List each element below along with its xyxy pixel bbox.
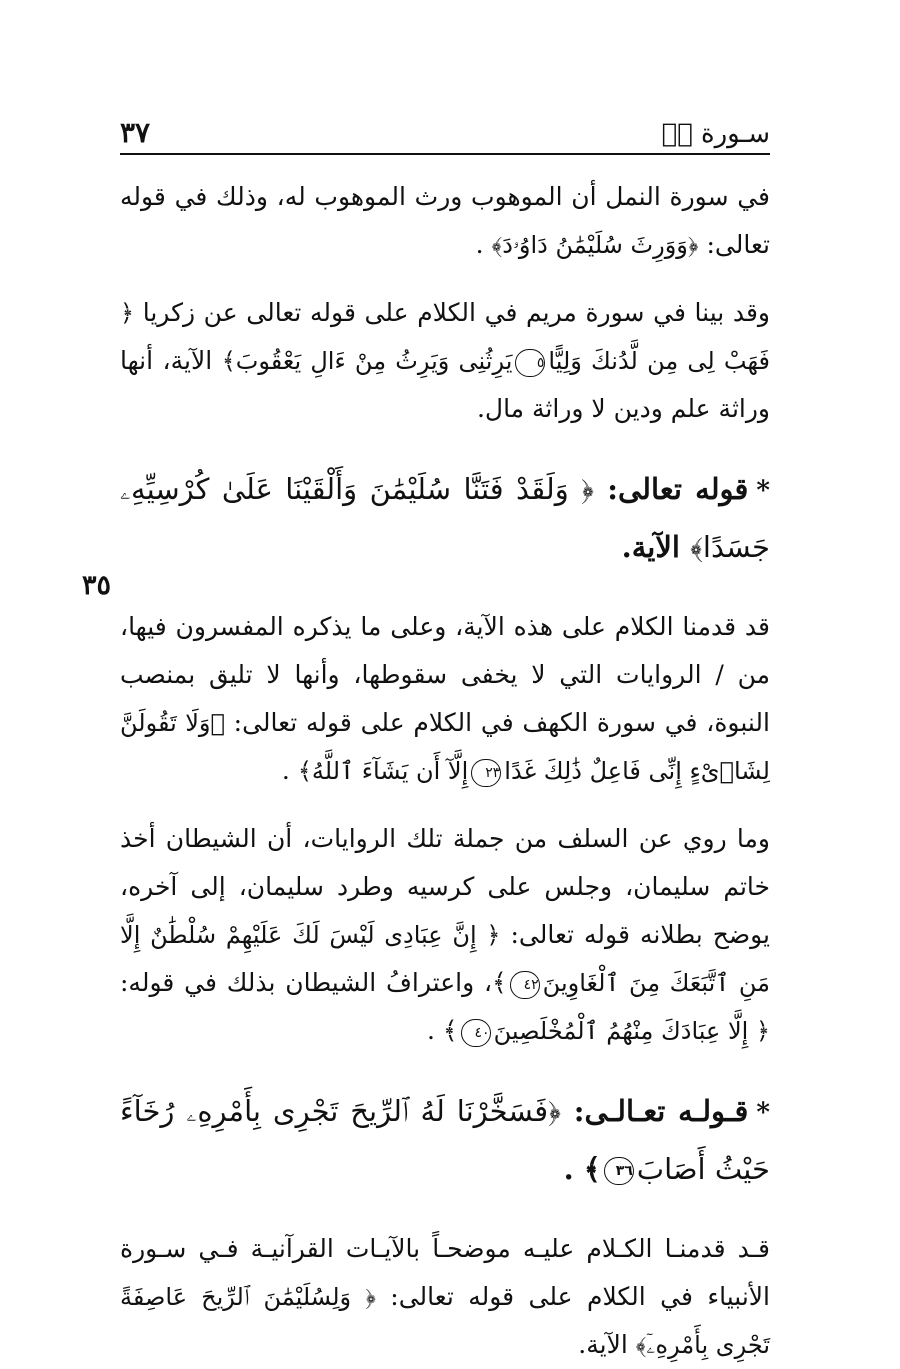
- paragraph-1: [120, 173, 770, 269]
- punctuation: ﴾ .: [427, 1016, 458, 1045]
- margin-page-marker: ٣٥: [82, 570, 112, 601]
- verse-number-marker: ٣٦: [604, 1157, 634, 1185]
- paragraph-text: وما روي عن السلف من جملة تلك الروايات، أن الشيطان أخذ خاتم سليمان، وجلس على كرسيه وطرد سليمان، إلى آخره، يوضح بطلانه قوله تعالى:: [120, 824, 770, 949]
- paragraph-text: ﴾، واعترافُ الشيطان بذلك في قوله:: [120, 968, 507, 997]
- quran-verse: ﴿ إِنَّ عِبَادِى لَيْسَ لَكَ عَلَيْهِمْ سُلْطَٰنٌ إِلَّا مَنِ ٱتَّبَعَكَ مِنَ ٱلْغَاوِينَ: [120, 921, 770, 997]
- section-heading-2: [120, 1083, 770, 1197]
- verse-number-marker: ٢٣: [471, 759, 501, 787]
- quran-verse: ﴿ فَهَبْ لِى مِن لَّدُنكَ وَلِيًّا: [120, 299, 770, 375]
- paragraph-text: الآية، أنها وراثة علم ودين لا وراثة مال.: [120, 346, 770, 423]
- paragraph-2: [120, 289, 770, 433]
- section-heading-1: [120, 461, 770, 575]
- paragraph-4: [120, 815, 770, 1055]
- quran-verse: ﴿ إِلَّا عِبَادَكَ مِنْهُمُ ٱلْمُخْلَصِينَ: [493, 1017, 770, 1045]
- paragraph-text: الآية.: [578, 1330, 636, 1359]
- paragraph-text: قـد قدمنـا الكـلام عليـه موضحـاً بالآيـات القرآنيـة فـي سـورة الأنبياء في الكلام على قوله تعالى:: [120, 1234, 770, 1311]
- paragraph-3: [120, 603, 770, 795]
- punctuation: .: [475, 230, 492, 259]
- heading-label: قـولـه تعـالـى:: [560, 1094, 749, 1128]
- quran-verse: ﴿فَسَخَّرْنَا لَهُ ٱلرِّيحَ تَجْرِى بِأَمْرِهِۦ رُخَآءً حَيْثُ أَصَابَ: [120, 1094, 770, 1186]
- page-body: [120, 173, 770, 1369]
- quran-verse: ﴿وَوَرِثَ سُلَيْمَٰنُ دَاوُۥدَ﴾: [491, 231, 699, 259]
- quran-verse: يَرِثُنِى وَيَرِثُ مِنْ ءَالِ يَعْقُوبَ﴾: [221, 347, 513, 375]
- quran-verse: ﴿ وَلِسُلَيْمَٰنَ ٱلرِّيحَ عَاصِفَةً تَجْرِى بِأَمْرِهِۦٓ﴾: [120, 1283, 770, 1359]
- page-header: [120, 105, 770, 155]
- heading-end: ﴾ .: [563, 1152, 601, 1186]
- page-number: ٣٧: [120, 116, 151, 149]
- paragraph-text: قد قدمنا الكلام على هذه الآية، وعلى ما يذكره المفسرون فيها، من / الروايات التي لا يخفى سقوطها، وأنها لا تليق بمنصب النبوة، في سورة الكهف في الكلام على قوله تعالى:: [120, 612, 770, 737]
- paragraph-text: في سورة النمل أن الموهوب ورث الموهوب له، وذلك في قوله تعالى:: [120, 182, 770, 259]
- book-page: [120, 105, 770, 1369]
- punctuation: .: [281, 756, 298, 785]
- quran-verse: ﴿وَلَا تَقُولَنَّ لِشَا۟ىْءٍ إِنِّى فَاعِلٌ ذَٰلِكَ غَدًا: [120, 709, 770, 785]
- asterisk-icon: *: [756, 476, 770, 506]
- asterisk-icon: *: [756, 1098, 770, 1128]
- verse-number-marker: ٤٠: [461, 1019, 491, 1047]
- verse-number-marker: ٥: [515, 349, 545, 377]
- verse-number-marker: ٤٢: [510, 971, 540, 999]
- quran-verse: إِلَّآ أَن يَشَآءَ ٱللَّهُ﴾: [297, 757, 469, 785]
- heading-end: الآية.: [621, 530, 691, 564]
- heading-label: قوله تعالى:: [594, 472, 749, 506]
- quran-verse: ﴿ وَلَقَدْ فَتَنَّا سُلَيْمَٰنَ وَأَلْقَيْنَا عَلَىٰ كُرْسِيِّهِۦ جَسَدًا﴾: [120, 472, 770, 564]
- paragraph-text: وقد بينا في سورة مريم في الكلام على قوله تعالى عن زكريا: [134, 298, 770, 327]
- surah-title: سـورة صۤ: [661, 119, 770, 149]
- paragraph-5: [120, 1225, 770, 1369]
